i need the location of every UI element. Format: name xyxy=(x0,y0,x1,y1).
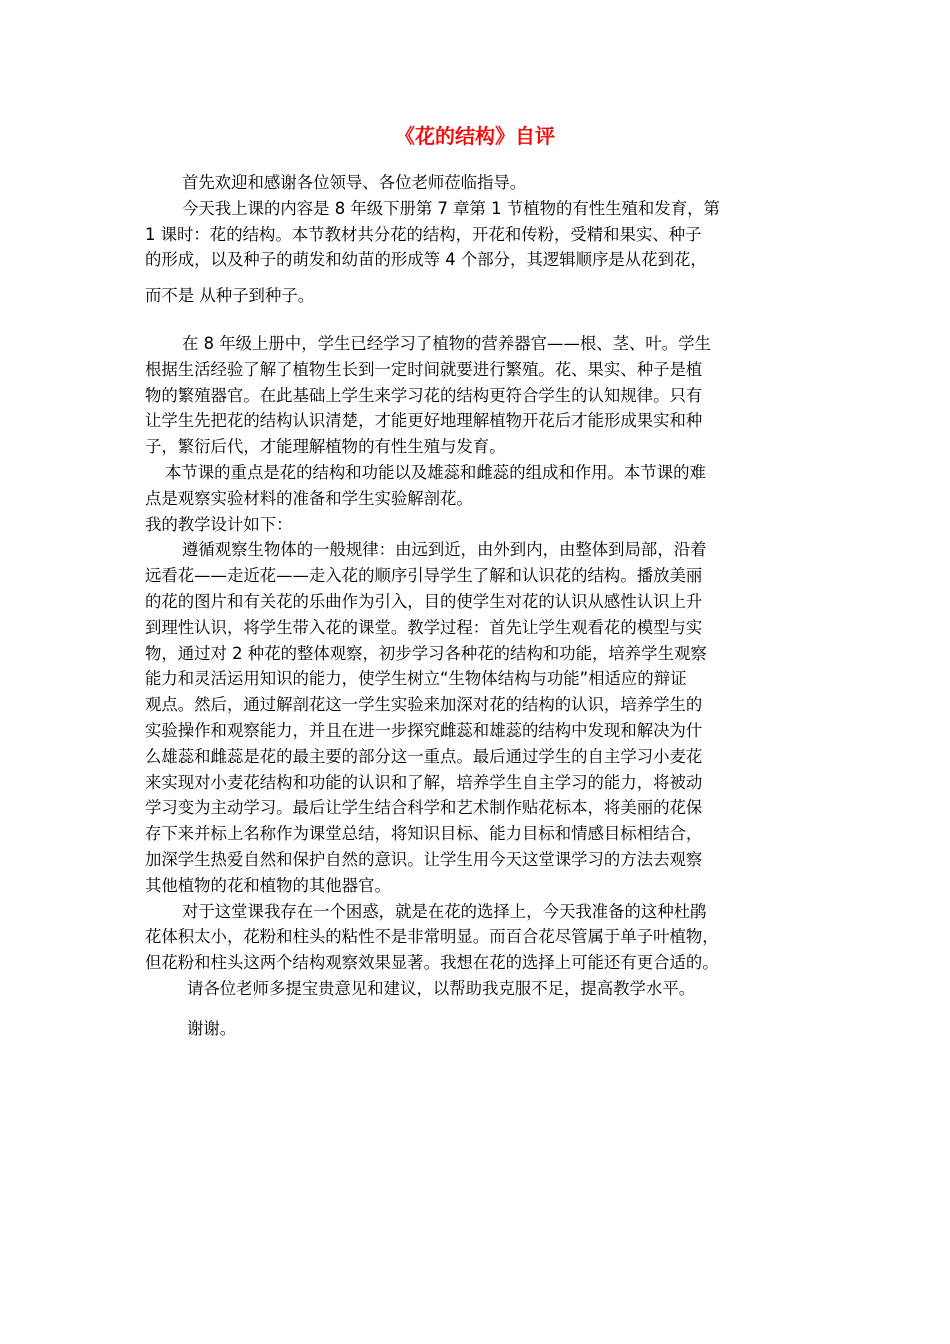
paragraph-line: 存下来并标上名称作为课堂总结，将知识目标、能力目标和情感目标相结合， xyxy=(145,824,703,844)
paragraph-line: 首先欢迎和感谢各位领导、各位老师莅临指导。 xyxy=(182,173,527,192)
paragraph-line: 来实现对小麦花结构和功能的认识和了解，培养学生自主学习的能力，将被动 xyxy=(145,772,703,792)
paragraph-line: 谢谢。 xyxy=(187,1018,237,1038)
paragraph-line: 的形成，以及种子的萌发和幼苗的形成等 4 个部分，其逻辑顺序是从花到花， xyxy=(145,250,707,270)
paragraph-line: 对于这堂课我存在一个困惑，就是在花的选择上，今天我准备的这种杜鹃 xyxy=(182,901,707,921)
paragraph-line: 本节课的重点是花的结构和功能以及雄蕊和雌蕊的组成和作用。本节课的难 xyxy=(165,462,706,482)
paragraph-line: 其他植物的花和植物的其他器官。 xyxy=(145,875,391,895)
paragraph-line: 子，繁衍后代，才能理解植物的有性生殖与发育。 xyxy=(145,437,506,457)
paragraph-line: 遵循观察生物体的一般规律：由远到近，由外到内，由整体到局部，沿着 xyxy=(182,540,707,560)
paragraph-line: 实验操作和观察能力，并且在进一步探究雌蕊和雄蕊的结构中发现和解决为什 xyxy=(145,720,703,740)
paragraph-line: 物，通过对 2 种花的整体观察，初步学习各种花的结构和功能，培养学生观察 xyxy=(145,643,707,663)
paragraph-line: 远看花——走近花——走入花的顺序引导学生了解和认识花的结构。播放美丽 xyxy=(145,566,703,586)
paragraph-line: 但花粉和柱头这两个结构观察效果显著。我想在花的选择上可能还有更合适的。 xyxy=(145,953,719,973)
paragraph-line: 的花的图片和有关花的乐曲作为引入，目的使学生对花的认识从感性认识上升 xyxy=(145,591,703,611)
document-body xyxy=(145,170,810,1042)
paragraph-line: 我的教学设计如下： xyxy=(145,514,293,534)
paragraph-line: 而不是 从种子到种子。 xyxy=(145,286,315,306)
paragraph-line: 观点。然后，通过解剖花这一学生实验来加深对花的结构的认识，培养学生的 xyxy=(145,695,703,715)
paragraph-line: 加深学生热爱自然和保护自然的意识。让学生用今天这堂课学习的方法去观察 xyxy=(145,849,703,869)
paragraph-line: 根据生活经验了解了植物生长到一定时间就要进行繁殖。花、果实、种子是植 xyxy=(145,359,703,379)
paragraph-line: 1 课时：花的结构。本节教材共分花的结构，开花和传粉，受精和果实、种子 xyxy=(145,224,702,244)
paragraph-line: 么雄蕊和雌蕊是花的最主要的部分这一重点。最后通过学生的自主学习小麦花 xyxy=(145,746,703,766)
paragraph-line: 点是观察实验材料的准备和学生实验解剖花。 xyxy=(145,488,473,508)
paragraph-line: 花体积太小，花粉和柱头的粘性不是非常明显。而百合花尽管属于单子叶植物， xyxy=(145,927,719,947)
paragraph-line: 今天我上课的内容是 8 年级下册第 7 章第 1 节植物的有性生殖和发育，第 xyxy=(182,198,720,218)
paragraph-line: 学习变为主动学习。最后让学生结合科学和艺术制作贴花标本，将美丽的花保 xyxy=(145,798,703,818)
paragraph-line: 请各位老师多提宝贵意见和建议，以帮助我克服不足，提高教学水平。 xyxy=(187,978,696,998)
paragraph-line: 物的繁殖器官。在此基础上学生来学习花的结构更符合学生的认知规律。只有 xyxy=(145,385,703,405)
document-title: 《花的结构》自评 xyxy=(395,124,555,148)
paragraph-line: 能力和灵活运用知识的能力，使学生树立“生物体结构与功能”相适应的辩证 xyxy=(145,669,687,689)
paragraph-line: 在 8 年级上册中，学生已经学习了植物的营养器官——根、茎、叶。学生 xyxy=(182,333,711,353)
paragraph-line: 让学生先把花的结构认识清楚，才能更好地理解植物开花后才能形成果实和种 xyxy=(145,411,703,431)
paragraph-line: 到理性认识，将学生带入花的课堂。教学过程：首先让学生观看花的模型与实 xyxy=(145,617,703,637)
